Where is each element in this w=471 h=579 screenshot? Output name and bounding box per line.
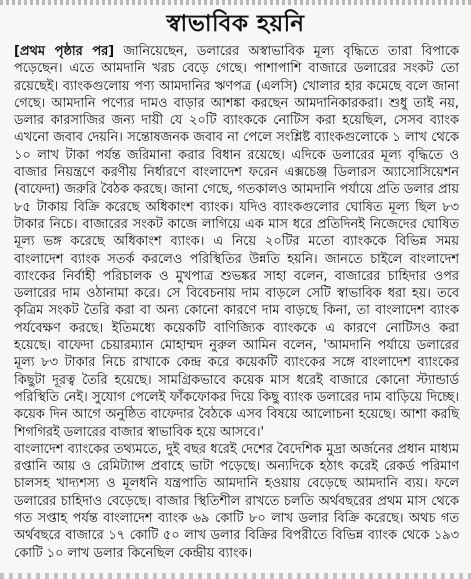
headline: স্বাভাবিক হয়নি (166, 11, 305, 37)
article-body (0, 43, 471, 562)
article-paragraph-1 (14, 43, 459, 441)
next-article-edge (0, 573, 471, 579)
article-paragraph-2 (14, 441, 459, 562)
previous-column-edge (0, 0, 471, 5)
paragraph-2-text: বাংলাদেশ ব্যাংকের তথ্যমতে, দুই বছর ধরেই দেশের বৈদেশিক মুদ্রা অর্জনের প্রধান মাধ্যম রপ্তানি আয় ও রেমিট্যান্স প্রবাহে ভাটা পড়েছে। অন্যদিকে হঠাৎ করেই রেকর্ড পরিমাণ চালসহ খাদ্যশস্য ও মূলধনি যন্ত্রপাতি আমদানি হওয়ায় বেড়েছে আমদানি ব্যয়। ফলে ডলারের চাহিদাও বেড়েছে। বাজার স্থিতিশীল রাখতে চলতি অর্থবছরের প্রথম মাস থেকে গত সপ্তাহ পর্যন্ত বাংলাদেশ ব্যাংক ৬৯ কোটি ৮০ লাখ ডলার বিক্রি করেছে। অথচ গত অর্থবছরে বাজারে ১৭ কোটি ৫০ লাখ ডলার বিক্রির বিপরীতে বিভিন্ন ব্যাংক থেকে ১৯৩ কোটি ১০ লাখ ডলার কিনেছিল কেন্দ্রীয় ব্যাংক। (14, 441, 459, 561)
continuation-tag: [প্রথম পৃষ্ঠার পর] (14, 44, 115, 59)
paragraph-1-text: জানিয়েছেন, ডলারের অস্বাভাবিক মূল্য বৃদ্ধিতে তারা বিপাকে পড়েছেন। এতে আমদানি খরচ বেড়ে গেছে। পাশাপাশি বাজারে ডলারের সংকট তো রয়েছেই। ব্যাংকগুলোয় পণ্য আমদানির ঋণপত্র (এলসি) খোলার হার কমেছে বলে জানা গেছে। আমদানি পণ্যের দামও বাড়ার আশঙ্কা করছেন আমদানিকারকরা। শুধু তাই নয়, ডলার কারসাজির জন্য দায়ী যে ২০টি ব্যাংককে নোটিস করা হয়েছিল, সেসব ব্যাংক এখনো জবাব দেয়নি। সন্তোষজনক জবাব না পেলে সংশ্লিষ্ট ব্যাংকগুলোকে ১ লাখ থেকে ১০ লাখ টাকা পর্যন্ত জরিমানা করার বিধান রয়েছে। এদিকে ডলারের মূল্য বৃদ্ধিতে ও বাজার নিয়ন্ত্রণে করণীয় নির্ধারণে বাংলাদেশ ফরেন এক্সচেঞ্জ ডিলারস অ্যাসোসিয়েশন (বাফেদা) জরুরি বৈঠক করছে। জানা গেছে, গতকালও আমদানি পর্যায়ে প্রতি ডলার প্রায় ৮৫ টাকায় বিক্রি করেছে অধিকাংশ ব্যাংক। যদিও ব্যাংকগুলোর ঘোষিত মূল্য ছিল ৮৩ টাকার নিচে। বাজারের সংকট কাজে লাগিয়ে এক মাস ধরে প্রতিদিনই নিজেদের ঘোষিত মূল্য ভঙ্গ করেছে অধিকাংশ ব্যাংক। এ নিয়ে ২০টির মতো ব্যাংককে বিভিন্ন সময় বাংলাদেশ ব্যাংক সতর্ক করলেও পরিস্থিতির উন্নতি হয়নি। জানতে চাইলে বাংলাদেশ ব্যাংকের নির্বাহী পরিচালক ও মুখপাত্র শুভঙ্কর সাহা বলেন, বাজারের চাহিদার ওপর ডলারের দাম ওঠানামা করে। সে বিবেচনায় দাম বাড়লে সেটি স্বাভাবিক ধরা হয়। তবে কৃত্রিম সংকট তৈরি করা বা অন্য কোনো কারণে দাম বাড়ছে কিনা, তা বাংলাদেশ ব্যাংক পর্যবেক্ষণ করছে। ইতিমধ্যে কয়েকটি বাণিজ্যিক ব্যাংককে এ কারণে নোটিসও করা হয়েছে। বাফেদা চেয়ারম্যান মোহাম্মদ নুরুল আমিন বলেন, 'আমদানি পর্যায়ে ডলারের মূল্য ৮৩ টাকার নিচে রাখাকে কেন্দ্র করে কয়েকটি ব্যাংকের সঙ্গে বাংলাদেশ ব্যাংকের কিছুটা দূরত্ব তৈরি হয়েছে। সামগ্রিকভাবে কয়েক মাস ধরেই বাজারে কোনো স্ট্যান্ডার্ড পরিস্থিতি নেই। সুযোগ পেলেই ফাঁকফোকর দিয়ে কিছু ব্যাংক ডলারের দাম বাড়িয়ে দিচ্ছে। কয়েক দিন আগে অনুষ্ঠিত বাফেদার বৈঠকে এসব বিষয়ে আলোচনা হয়েছে। আশা করছি শিগগিরই ডলারের বাজার স্বাভাবিক হয়ে আসবে।' (14, 44, 459, 440)
